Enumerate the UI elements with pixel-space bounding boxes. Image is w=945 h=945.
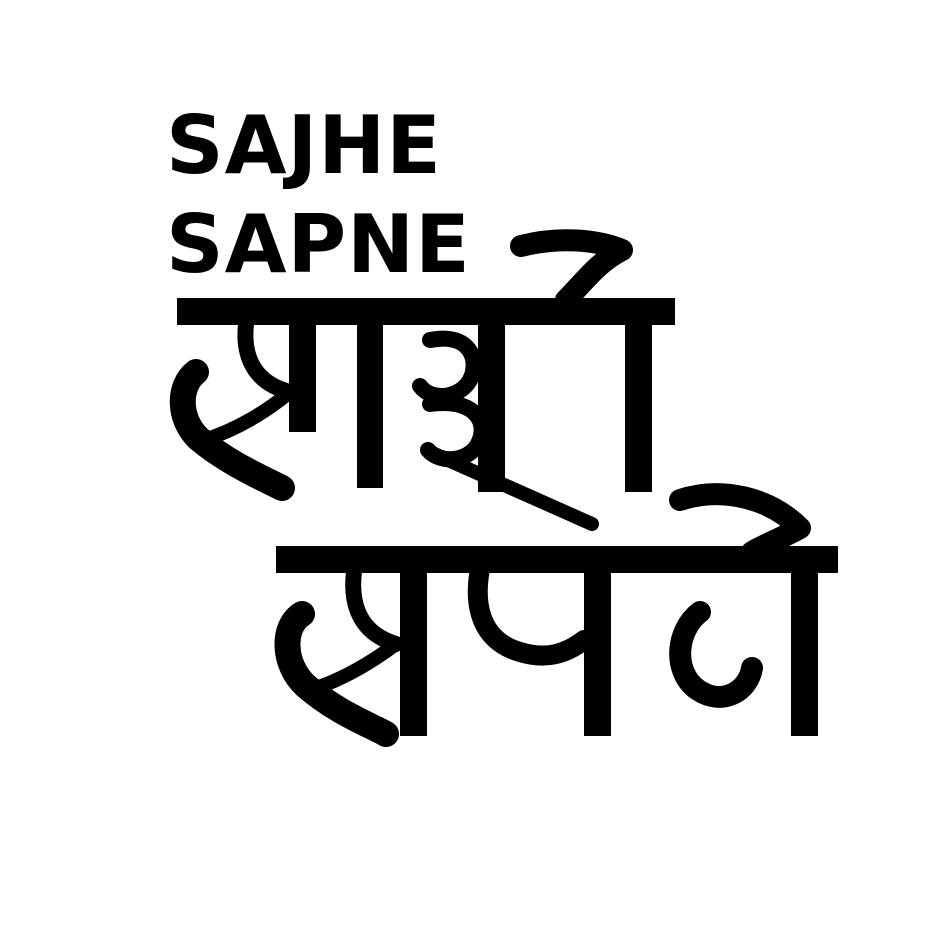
devanagari-word-2 [276, 494, 838, 736]
devanagari-word-1 [177, 240, 675, 524]
latin-title-line-2: SAPNE [166, 198, 471, 291]
latin-title-line-1: SAJHE [166, 99, 442, 192]
